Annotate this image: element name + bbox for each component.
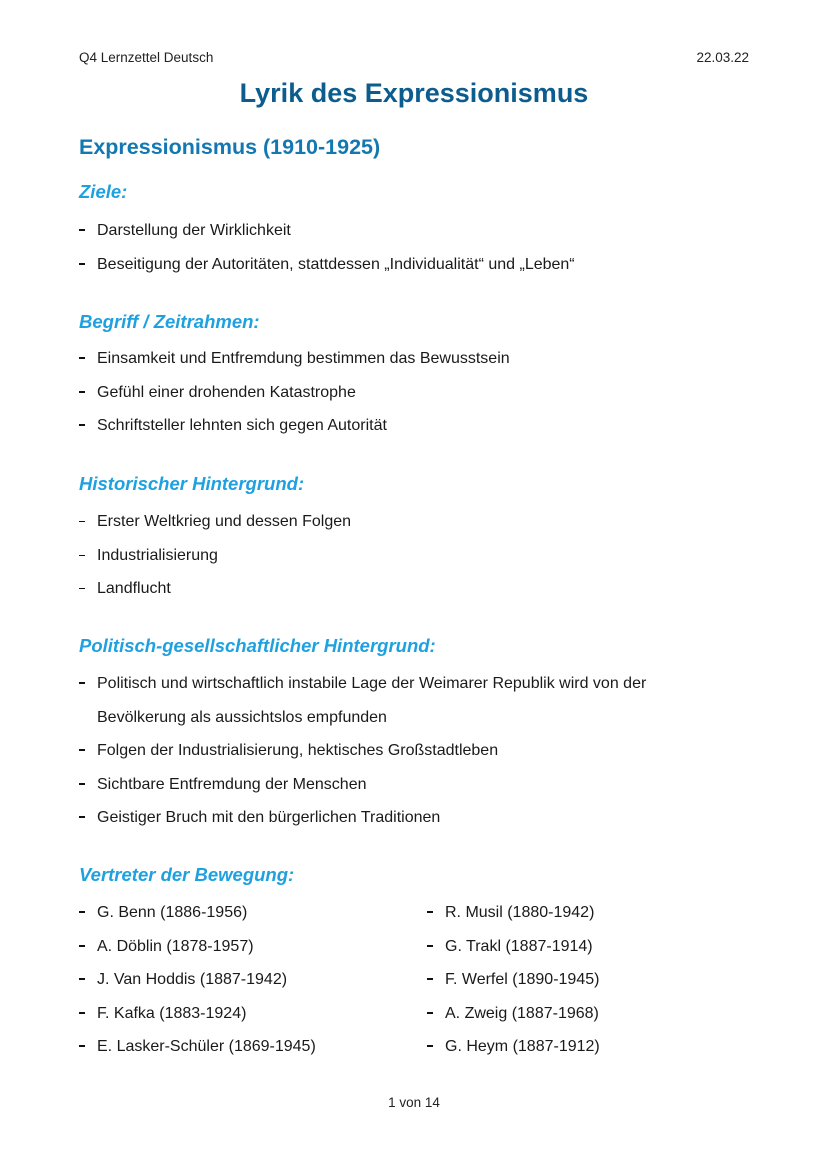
page-number: 1 von 14 — [388, 1095, 440, 1110]
list-item-text: R. Musil (1880-1942) — [445, 904, 595, 921]
list-item-text: Industrialisierung — [97, 546, 218, 564]
list-item-text: Darstellung der Wirklichkeit — [97, 222, 291, 239]
list-item-text: Sichtbare Entfremdung der Menschen — [97, 775, 367, 793]
list-item-text: Erster Weltkrieg und dessen Folgen — [97, 513, 352, 530]
list-item — [79, 214, 575, 248]
dash-bullet — [79, 783, 85, 785]
section-heading-historisch: Historischer Hintergrund: — [79, 473, 305, 494]
list-item — [79, 505, 351, 539]
list-item-text: J. Van Hoddis (1887-1942) — [97, 971, 288, 988]
list-item-text: Gefühl einer drohenden Katastrophe — [97, 383, 356, 401]
list-item — [79, 539, 351, 573]
header-left-label: Q4 Lernzettel Deutsch — [79, 50, 214, 65]
dash-bullet — [79, 1012, 85, 1014]
list-item — [427, 930, 600, 964]
list-item — [427, 896, 600, 930]
list-item-text: E. Lasker-Schüler (1869-1945) — [97, 1038, 316, 1055]
section-heading-politisch: Politisch-gesellschaftlicher Hintergrund: — [79, 635, 436, 656]
dash-bullet — [427, 945, 433, 947]
list-item — [79, 963, 316, 997]
list-item — [79, 572, 351, 606]
dash-bullet — [79, 588, 85, 589]
dash-bullet — [427, 911, 433, 913]
list-item-text: Beseitigung der Autoritäten, stattdessen „Individualität“ und „Leben“ — [97, 255, 575, 273]
list-vertreter-right — [427, 896, 600, 1064]
list-item-text: A. Zweig (1887-1968) — [445, 1004, 599, 1022]
list-item-text: Geistiger Bruch mit den bürgerlichen Traditionen — [97, 809, 441, 826]
list-item-text: G. Trakl (1887-1914) — [445, 937, 593, 955]
dash-bullet — [79, 945, 85, 947]
dash-bullet — [79, 424, 85, 426]
list-item-text: Einsamkeit und Entfremdung bestimmen das Bewusstsein — [97, 350, 510, 367]
list-item — [79, 248, 575, 282]
list-item-text: A. Döblin (1878-1957) — [97, 937, 254, 955]
dash-bullet — [79, 521, 85, 522]
dash-bullet — [79, 816, 85, 818]
list-item-text: G. Benn (1886-1956) — [97, 904, 248, 921]
list-item — [79, 342, 510, 376]
dash-bullet — [79, 749, 85, 751]
dash-bullet — [79, 229, 85, 231]
list-item — [79, 376, 510, 410]
list-item-continuation — [79, 701, 646, 735]
list-item — [79, 667, 646, 701]
dash-bullet — [79, 682, 85, 684]
list-politisch — [79, 667, 646, 835]
list-historisch — [79, 505, 351, 606]
list-item-text: Schriftsteller lehnten sich gegen Autorität — [97, 417, 387, 434]
section-heading-ziele: Ziele: — [79, 181, 128, 202]
list-item — [79, 997, 316, 1031]
list-item — [79, 768, 646, 802]
dash-bullet — [427, 1045, 433, 1047]
section-heading-vertreter: Vertreter der Bewegung: — [79, 864, 295, 885]
list-item — [79, 1030, 316, 1064]
dash-bullet — [427, 1012, 433, 1014]
dash-bullet — [79, 263, 85, 265]
list-item — [79, 930, 316, 964]
list-item-text: Bevölkerung als aussichtslos empfunden — [97, 708, 387, 726]
list-item-text: Politisch und wirtschaftlich instabile Lage der Weimarer Republik wird von der — [97, 675, 647, 692]
list-item — [427, 997, 600, 1031]
dash-bullet — [79, 911, 85, 913]
header-date: 22.03.22 — [696, 50, 749, 65]
dash-bullet — [427, 978, 433, 980]
list-begriff — [79, 342, 510, 443]
list-item — [79, 734, 646, 768]
list-item-text: F. Werfel (1890-1945) — [445, 971, 600, 988]
list-item-text: F. Kafka (1883-1924) — [97, 1004, 247, 1022]
dash-bullet — [79, 357, 85, 359]
dash-bullet — [79, 391, 85, 393]
list-vertreter-left — [79, 896, 316, 1064]
list-item-text: Folgen der Industrialisierung, hektisches Großstadtleben — [97, 742, 499, 759]
page-title: Lyrik des Expressionismus — [239, 78, 589, 108]
list-ziele — [79, 214, 575, 281]
dash-bullet — [79, 978, 85, 980]
list-item — [79, 801, 646, 835]
list-item — [79, 896, 316, 930]
list-item — [427, 1030, 600, 1064]
dash-bullet — [79, 1045, 85, 1047]
list-item-text: Landflucht — [97, 580, 171, 597]
epoch-heading: Expressionismus (1910-1925) — [79, 135, 381, 159]
list-item — [79, 409, 510, 443]
dash-bullet — [79, 555, 85, 556]
list-item — [427, 963, 600, 997]
list-item-text: G. Heym (1887-1912) — [445, 1038, 600, 1055]
section-heading-begriff: Begriff / Zeitrahmen: — [79, 311, 260, 332]
